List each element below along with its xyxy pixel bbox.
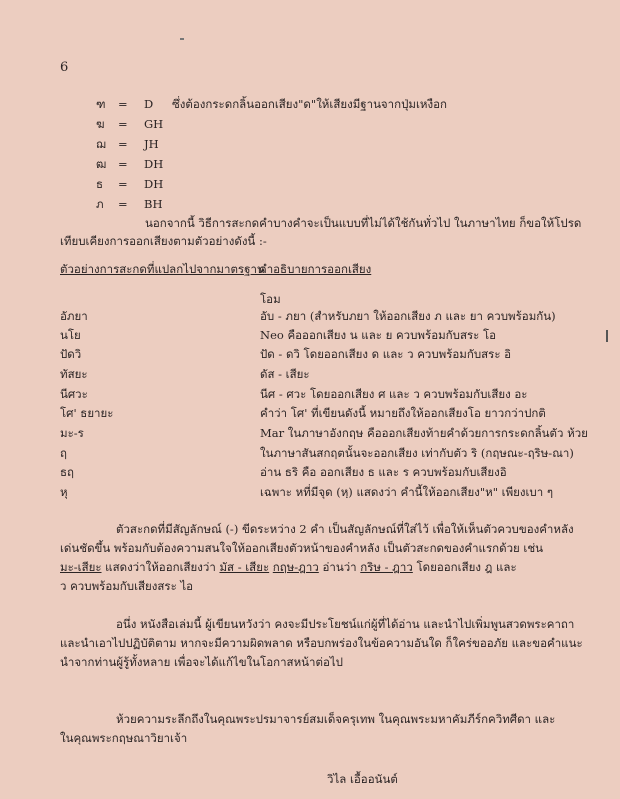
paragraph-line: ตัวสะกดที่มีสัญลักษณ์ (-) ขีดระหว่าง 2 คำ เป็นสัญลักษณ์ที่ใส่ไว้ เพื่อให้เห็นตัวควบของคำหลัง (116, 522, 574, 536)
example-desc: โอม (260, 292, 281, 306)
table-thai: ธ (96, 177, 104, 191)
table-eq: = (118, 197, 128, 211)
table-roman: DH (144, 157, 164, 171)
table-roman: BH (144, 197, 163, 211)
example-desc: อ่าน ธริ คือ ออกเสียง ธ และ ร ควบพร้อมกับเสียงอิ (260, 465, 507, 479)
margin-mark (606, 330, 608, 342)
paragraph-line: อนึ่ง หนังสือเล่มนี้ ผู้เขียนหวังว่า คงจะมีประโยชน์แก่ผู้ที่ได้อ่าน และนำไปเพิ่มพูนสวดพระคาถา (116, 617, 575, 631)
page-number: 6 (60, 60, 69, 75)
paragraph-line: ห้วยความระลึกถึงในคุณพระปรมาจารย์สมเด็จครุเทพ ในคุณพระมหาคัมภีร์กควิทศีดา และ (116, 712, 556, 726)
table-eq: = (118, 177, 128, 191)
example-desc: Neo คือออกเสียง น และ ย ควบพร้อมกับสระ โอ (260, 328, 497, 342)
intro-line: นอกจากนี้ วิธีการสะกดคำบางคำจะเป็นแบบที่ไม่ได้ใช้กันทั่วไป ในภาษาไทย ก็ขอให้โปรด (145, 216, 582, 230)
example-term: มะ-เสียะ (60, 560, 102, 574)
example-word: โศ' ธยายะ (60, 406, 114, 420)
example-word: ทัสยะ (60, 367, 88, 381)
table-thai: ฑ (96, 97, 106, 111)
table-thai: ฆ (96, 117, 105, 131)
table-eq: = (118, 137, 128, 151)
example-desc: เฉพาะ หที่มีจุด (หฺ) แสดงว่า คำนี้ให้ออกเสียง"ห" เพียงเบา ๆ (260, 485, 554, 499)
table-note: ซึ่งต้องกระดกลิ้นออกเสียง"ด"ให้เสียงมีฐานจากปุ่มเหงือก (172, 97, 447, 111)
table-eq: = (118, 97, 128, 111)
table-thai: ภ (96, 197, 104, 211)
header-spelling: ตัวอย่างการสะกดที่แปลกไปจากมาตรฐาน (60, 262, 265, 276)
header-pronunciation: คำอธิบายการออกเสียง (259, 262, 372, 276)
example-desc: นีศ - ศวะ โดยออกเสียง ศ และ ว ควบพร้อมกับเสียง อะ (260, 387, 528, 401)
table-eq: = (118, 157, 128, 171)
example-word: นีศวะ (60, 387, 88, 401)
table-eq: = (118, 117, 128, 131)
table-roman: JH (144, 137, 159, 151)
table-thai: ฒ (96, 157, 107, 171)
example-term: กฤษ-ฎาว (272, 560, 319, 574)
example-desc: Mar ในภาษาอังกฤษ คือออกเสียงท้ายคำด้วยการกระดกลิ้นตัว ห้วย (260, 426, 588, 440)
example-term: กริษ - ฎาว (360, 560, 413, 574)
example-word: ฤ (60, 446, 67, 460)
example-word: อัภยา (60, 309, 88, 323)
example-desc: คำว่า โศ' ที่เขียนดังนี้ หมายถึงให้ออกเสียงโอ ยาวกว่าปกติ (260, 406, 546, 420)
table-roman: D (144, 97, 154, 111)
example-desc: อับ - ภยา (สำหรับภยา ให้ออกเสียง ภ และ ยา ควบพร้อมกัน) (260, 309, 556, 323)
paragraph-line-examples: มะ-เสียะ แสดงว่าให้ออกเสียงว่า มัส - เสียะ กฤษ-ฎาว อ่านว่า กริษ - ฎาว โดยออกเสียง ฎ และ (60, 560, 517, 574)
example-term: มัส - เสียะ (219, 560, 270, 574)
example-desc: ดัส - เสียะ (260, 367, 310, 381)
paragraph-line: ในคุณพระกฤษณาวิยาเจ้า (60, 731, 188, 745)
example-desc: ในภาษาสันสกฤตนั้นจะออกเสียง เท่ากับตัว ริ (กฤษณะ-ฤริษ-ณา) (260, 446, 574, 460)
signature: วิไล เอื้ออนันต์ (327, 772, 398, 786)
example-desc: ปัด - ดวิ โดยออกเสียง ด และ ว ควบพร้อมกับสระ อิ (260, 347, 512, 361)
table-thai: ฌ (96, 137, 106, 151)
table-roman: GH (144, 117, 164, 131)
paragraph-line: เด่นชัดขึ้น พร้อมกับต้องความสนใจให้ออกเสียงตัวหน้าของคำหลัง เป็นตัวสะกดของคำแรกด้วย เช่น (60, 541, 544, 555)
example-word: มะ-ร (60, 426, 84, 440)
example-word: หุ (60, 485, 68, 499)
ink-speck (180, 38, 184, 40)
table-roman: DH (144, 177, 164, 191)
example-word: นโย (60, 328, 81, 342)
paragraph-line: ว ควบพร้อมกับเสียงสระ ไอ (60, 579, 194, 593)
paragraph-line: และนำเอาไปปฏิบัติตาม หากจะมีความผิดพลาด หรือบกพร่องในข้อความอันใด ก็ใคร่ขออภัย และขอคำแนะ (60, 636, 583, 650)
paragraph-line: นำจากท่านผู้รู้ทั้งหลาย เพื่อจะได้แก้ไขในโอกาสหน้าต่อไป (60, 655, 343, 669)
example-word: ธฤ (60, 465, 74, 479)
intro-line: เทียบเคียงการออกเสียงตามตัวอย่างดังนี้ :- (60, 234, 267, 248)
example-word: ปัดวิ (60, 347, 82, 361)
